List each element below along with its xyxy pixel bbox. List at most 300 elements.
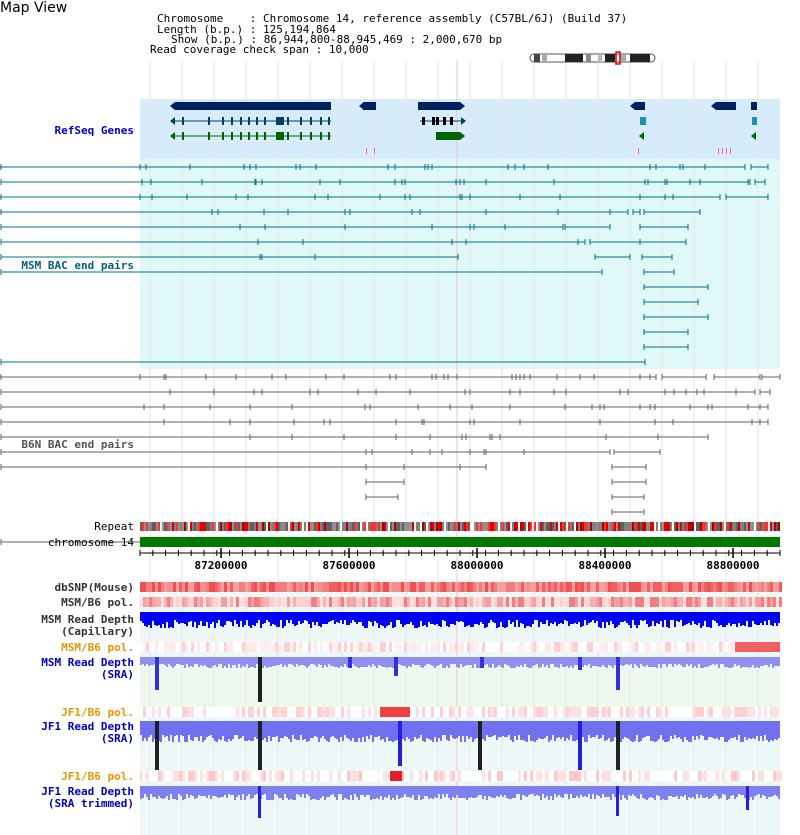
jf1-pol2-heat-cell [359,771,362,781]
jf1-sra-depth-bar [286,721,288,737]
jf1-sra-depth-bar [382,721,384,739]
jf1-sra-depth-bar [704,721,706,740]
msm-pol-heat-cell [749,597,752,607]
msm-sra-depth-bar [330,657,332,666]
jf1-pol2-heat-cell [374,771,377,781]
msm-sra-depth-bar [500,657,502,667]
jf1-pol-heat-cell [551,707,554,717]
jf1-pol2-heat-cell [506,771,509,781]
jf1-pol-heat-cell [284,707,287,717]
msm-capillary-depth-bar [630,612,632,628]
jf1-trimmed-depth-bar [472,786,474,798]
msm-pol-heat-cell [152,597,155,607]
msm-sra-depth-bar [774,657,776,666]
jf1-pol2-heat-cell [347,771,350,781]
msm-capillary-depth-bar [294,612,296,626]
msm-sra-depth-bar [374,657,376,666]
dbsnp-heat-cell [593,582,596,592]
msm-sra-depth-bar [362,657,364,667]
msm-capillary-depth-bar [680,612,682,620]
msm-capillary-depth-bar [614,612,616,628]
dbsnp-heat-cell [722,582,725,592]
jf1-sra-depth-bar [604,721,606,741]
jf1-trimmed-depth-bar [728,786,730,799]
jf1-pol2-heat-cell [554,771,557,781]
msm-pol-heat-cell [404,597,407,607]
jf1-sra-depth-bar [458,721,460,736]
jf1-trimmed-depth-bar [576,786,578,796]
jf1-trimmed-depth-bar [370,786,372,800]
msm-capillary-depth-bar [724,612,726,627]
msm-pol-heat-cell [605,597,608,607]
msm-capillary-depth-bar [166,612,168,622]
jf1-sra-depth-bar [444,721,446,735]
jf1-pol2-heat-cell [317,771,320,781]
dbsnp-heat-cell [479,582,482,592]
jf1-trimmed-depth-bar [364,786,366,797]
repeat-element [158,522,160,531]
jf1-sra-depth-bar [612,721,614,741]
jf1-sra-depth-bar [476,721,478,738]
jf1-trimmed-depth-bar [386,786,388,798]
msm-capillary-depth-bar [772,612,774,626]
dbsnp-heat-cell [692,582,695,592]
msm-sra-depth-bar [706,657,708,667]
repeat-element [362,522,364,531]
jf1-sra-depth-bar [684,721,686,737]
msm-pol2-heat-cell [719,642,722,652]
repeat-element [748,522,750,531]
msm-sra-depth-bar [194,657,196,664]
dbsnp-heat-cell [689,582,692,592]
jf1-sra-depth-spike [155,721,159,770]
msm-capillary-depth-bar [632,612,634,620]
jf1-pol2-heat-cell [200,771,203,781]
repeat-element [596,522,598,531]
jf1-sra-depth-bar [750,721,752,739]
dbsnp-heat-cell [545,582,548,592]
jf1-sra-depth-bar [312,721,314,738]
jf1-sra-depth-bar [370,721,372,735]
jf1-sra-depth-spike [616,721,620,770]
jf1-trimmed-depth-bar [738,786,740,794]
msm-capillary-depth-bar [672,612,674,620]
msm-capillary-depth-bar [244,612,246,625]
msm-pol2-heat-cell [677,642,680,652]
msm-capillary-depth-bar [328,612,330,622]
repeat-element [500,522,502,531]
msm-capillary-depth-bar [358,612,360,622]
jf1-pol2-heat-cell [428,771,431,781]
jf1-pol2-heat-cell [368,771,371,781]
msm-pol2-heat-cell [614,642,617,652]
repeat-element [712,522,714,531]
msm-capillary-depth-bar [254,612,256,626]
jf1-trimmed-depth-bar [556,786,558,797]
msm-pol-heat-cell [209,597,212,607]
msm-capillary-depth-bar [322,612,324,624]
msm-capillary-depth-bar [702,612,704,626]
dbsnp-heat-cell [566,582,569,592]
jf1-pol2-heat-cell [548,771,551,781]
dbsnp-heat-cell [755,582,758,592]
jf1-trimmed-depth-bar [626,786,628,800]
jf1-pol-heat-cell [674,707,677,717]
repeat-element [230,522,232,531]
ideogram-band [534,54,540,62]
repeat-element [354,522,356,531]
repeat-element [486,522,488,531]
chromosome-info-row: Chromosome : Chromosome 14, reference assembly (C57BL/6J) (Build 37) [157,12,628,25]
jf1-pol2-heat-cell [488,771,491,781]
jf1-trimmed-depth-bar [378,786,380,799]
msm-pol2-heat-cell [158,642,161,652]
jf1-pol2-heat-cell [344,771,347,781]
dbsnp-heat-cell [236,582,239,592]
jf1-trimmed-depth-bar [514,786,516,798]
dbsnp-heat-cell [383,582,386,592]
jf1-sra-depth-bar [434,721,436,737]
dbsnp-heat-cell [251,582,254,592]
msm-capillary-depth-bar [208,612,210,628]
repeat-element [546,522,548,531]
jf1-pol-heat-cell [623,707,626,717]
repeat-element [434,522,436,531]
jf1-pol-heat-cell [263,707,266,717]
msm-pol2-heat-cell [599,642,602,652]
msm-pol-heat-cell [566,597,569,607]
msm-sra-depth-bar [402,657,404,666]
msm-capillary-depth-bar [762,612,764,625]
jf1-pol-heat-cell [566,707,569,717]
jf1-sra-depth-bar [176,721,178,735]
msm-pol-heat-cell [584,597,587,607]
msm-capillary-depth-bar [180,612,182,623]
jf1-trimmed-depth-bar [504,786,506,795]
msm-pol2-heat-cell [389,642,392,652]
jf1-pol2-heat-cell [470,771,473,781]
msm-capillary-depth-bar [438,612,440,626]
jf1-trimmed-depth-bar [354,786,356,794]
msm-sra-depth-bar [556,657,558,667]
jf1-trimmed-depth-bar [524,786,526,796]
msm-pol2-heat-cell [680,642,683,652]
exon [320,132,322,140]
jf1-trimmed-depth-bar [362,786,364,795]
jf1-trimmed-depth-bar [426,786,428,796]
msm-capillary-depth-bar [450,612,452,624]
msm-capillary-depth-bar [252,612,254,625]
jf1-pol-heat-cell [341,707,344,717]
msm-pol-heat-cell [731,597,734,607]
msm-capillary-depth-bar [704,612,706,621]
msm-sra-depth-bar [598,657,600,667]
msm-capillary-depth-bar [634,612,636,625]
dbsnp-heat-cell [233,582,236,592]
dbsnp-heat-cell [170,582,173,592]
msm-sra-depth-bar [636,657,638,666]
jf1-pol-heat-cell [671,707,674,717]
repeat-element [314,522,316,531]
dbsnp-heat-cell [554,582,557,592]
msm-sra-depth-bar [432,657,434,666]
msm-pol2-heat-cell [635,642,638,652]
msm-capillary-depth-bar [774,612,776,623]
jf1-sra-depth-bar [552,721,554,735]
jf1-pol2-heat-cell [161,771,164,781]
jf1-pol-heat-cell [581,707,584,717]
msm-capillary-depth-bar [722,612,724,627]
jf1-pol-heat-cell [665,707,668,717]
jf1-sra-depth-bar [550,721,552,740]
jf1-pol-heat-cell [167,707,170,717]
msm-sra-depth-bar [526,657,528,667]
jf1-pol-heat-cell [470,707,473,717]
repeat-element [168,522,170,531]
msm-sra-depth-background [140,668,780,708]
msm-capillary-depth-bar [400,612,402,624]
dbsnp-heat-cell [149,582,152,592]
msm-capillary-depth-bar [332,612,334,620]
exon [276,117,284,125]
repeat-element [562,522,564,531]
msm-capillary-depth-bar [678,612,680,622]
jf1-pol-heat-cell [464,707,467,717]
msm-sra-depth-bar [680,657,682,665]
msm-pol-heat-cell [245,597,248,607]
jf1-pol2-heat-cell [503,771,506,781]
jf1-pol-heat-cell [332,707,335,717]
jf1-sra-depth-bar [602,721,604,735]
dbsnp-heat-cell [710,582,713,592]
jf1-sra-depth-bar [186,721,188,742]
jf1-trimmed-depth-bar [328,786,330,797]
repeat-element [480,522,482,531]
msm-pol2-heat-cell [653,642,656,652]
jf1-pol-heat-cell [335,707,338,717]
msm-capillary-depth-bar [506,612,508,627]
jf1-trimmed-depth-bar [480,786,482,795]
jf1-pol2-heat-cell [437,771,440,781]
msm-sra-depth-bar [218,657,220,664]
jf1-sra-depth-bar [196,721,198,737]
msm-sra-depth-bar [688,657,690,666]
jf1-trimmed-depth-bar [276,786,278,795]
repeat-element [516,522,518,531]
msm-pol-heat-cell [269,597,272,607]
msm-pol-heat-cell [332,597,335,607]
jf1-sra-depth-bar [630,721,632,741]
dbsnp-heat-cell [731,582,734,592]
jf1-sra-depth-bar [304,721,306,739]
axis-tick-label: 88400000 [578,559,632,572]
jf1-pol-heat-cell [539,707,542,717]
jf1-trimmed-depth-bar [192,786,194,796]
jf1-trimmed-depth-bar [194,786,196,799]
msm-sra-depth-bar [492,657,494,664]
msm-sra-depth-bar [528,657,530,668]
jf1-trimmed-depth-bar [196,786,198,798]
repeat-element [730,522,732,531]
msm-pol-heat-cell [344,597,347,607]
repeat-element [358,522,360,531]
repeat-element [200,522,202,531]
jf1-trimmed-depth-bar [484,786,486,796]
ideogram-band [620,54,626,62]
jf1-sra-depth-bar [448,721,450,741]
jf1-trimmed-depth-bar [306,786,308,794]
msm-pol-heat-cell [761,597,764,607]
msm-capillary-depth-bar [764,612,766,621]
jf1-trimmed-depth-bar [698,786,700,798]
jf1-sra-depth-bar [416,721,418,739]
repeat-element [234,522,236,531]
repeat-element [506,522,508,531]
msm-capillary-depth-bar [478,612,480,625]
jf1-sra-depth-bar [764,721,766,735]
repeat-element [740,522,742,531]
msm-sra-depth-bar [450,657,452,664]
repeat-element [452,522,454,531]
dbsnp-heat-cell [611,582,614,592]
msm-sra-depth-bar [552,657,554,664]
dbsnp-heat-cell [614,582,617,592]
jf1-sra-depth-bar [512,721,514,742]
msm-sra-depth-bar [732,657,734,667]
msm-capillary-depth-bar [344,612,346,620]
jf1-pol2-heat-cell [722,771,725,781]
msm-pol2-heat-cell [170,642,173,652]
msm-capillary-depth-bar [556,612,558,626]
msm-sra-depth-bar [762,657,764,666]
dbsnp-heat-cell [704,582,707,592]
jf1-trimmed-depth-bar [574,786,576,798]
repeat-element [236,522,238,531]
msm-sra-depth-bar [760,657,762,666]
msm-sra-depth-bar [478,657,480,668]
repeat-element [696,522,698,531]
msm-capillary-depth-bar [700,612,702,628]
jf1-pol-heat-cell [548,707,551,717]
dbsnp-heat-cell [659,582,662,592]
jf1-trimmed-depth-bar [662,786,664,799]
repeat-element [154,522,156,531]
jf1-sra-depth-bar [724,721,726,742]
msm-sra-depth-bar [512,657,514,668]
chromosome-value: Chromosome 14, reference assembly (C57BL/6J) (Build 37) [262,12,628,25]
msm-sra-depth-bar [520,657,522,665]
msm-pol2-heat-cell [344,642,347,652]
repeat-element [282,522,284,531]
msm-capillary-depth-bar [500,612,502,622]
jf1-trimmed-depth-bar [476,786,478,797]
msm-capillary-depth-bar [250,612,252,628]
msm-pol2-heat-cell [296,642,299,652]
msm-capillary-depth-bar [276,612,278,627]
msm-sra-depth-bar [676,657,678,665]
snp-mark [638,148,639,154]
msm-pol-heat-cell [338,597,341,607]
msm-capillary-depth-bar [752,612,754,621]
jf1-trimmed-depth-bar [410,786,412,798]
msm-capillary-depth-bar [644,612,646,620]
msm-pol-heat-cell [638,597,641,607]
dbsnp-heat-cell [146,582,149,592]
jf1-sra-depth-bar [178,721,180,742]
dbsnp-heat-cell [215,582,218,592]
jf1-trimmed-depth-bar [534,786,536,796]
repeat-element [204,522,206,531]
dbsnp-heat-cell [263,582,266,592]
jf1-trimmed-depth-bar [356,786,358,797]
jf1-sra-depth-bar [610,721,612,742]
repeat-element [310,522,312,531]
msm-pol-heat-cell [671,597,674,607]
dbsnp-heat-cell [446,582,449,592]
repeat-element [636,522,638,531]
dbsnp-heat-cell [551,582,554,592]
msm-capillary-depth-bar [472,612,474,627]
jf1-pol-heat-cell [185,707,188,717]
msm-capillary-depth-bar [362,612,364,626]
msm-pol-heat-cell [686,597,689,607]
repeat-element [650,522,652,531]
jf1-pol2-heat-cell [614,771,617,781]
msm-sra-depth-bar [730,657,732,668]
repeat-element [286,522,288,531]
msm-capillary-depth-bar [548,612,550,626]
jf1-trimmed-depth-bar [688,786,690,797]
repeat-element [372,522,374,531]
jf1-pol-heat-cell [527,707,530,717]
msm-pol-heat-cell [452,597,455,607]
jf1-trimmed-depth-bar [384,786,386,797]
exon [248,132,250,140]
msm-sra-depth-bar [382,657,384,667]
dbsnp-heat-cell [698,582,701,592]
jf1-trimmed-depth-bar [390,786,392,800]
repeat-element [428,522,430,531]
repeat-element [680,522,682,531]
repeat-element [608,522,610,531]
jf1-pol-heat-cell [221,707,224,717]
jf1-pol2-heat-cell [479,771,482,781]
jf1-sra-depth-bar [510,721,512,740]
msm-sra-depth-bar [424,657,426,666]
msm-pol2-heat-cell [701,642,704,652]
msm-capillary-depth-bar [718,612,720,626]
jf1-trimmed-depth-bar [758,786,760,794]
jf1-trimmed-depth-bar [432,786,434,799]
repeat-element [146,522,148,531]
repeat-element [652,522,654,531]
jf1-sra-depth-bar [606,721,608,740]
jf1-trimmed-depth-bar [222,786,224,797]
dbsnp-heat-cell [527,582,530,592]
dbsnp-heat-cell [200,582,203,592]
track-label-jf1-depth-sra-1: JF1 Read Depth [41,720,134,733]
jf1-sra-depth-bar [246,721,248,741]
msm-sra-depth-bar [294,657,296,667]
jf1-sra-depth-bar [732,721,734,738]
dbsnp-heat-cell [680,582,683,592]
msm-pol2-heat-cell [512,642,515,652]
msm-capillary-depth-bar [380,612,382,625]
msm-capillary-depth-bar [374,612,376,621]
msm-pol2-heat-cell [626,642,629,652]
msm-sra-depth-bar [238,657,240,664]
msm-pol2-heat-cell [494,642,497,652]
